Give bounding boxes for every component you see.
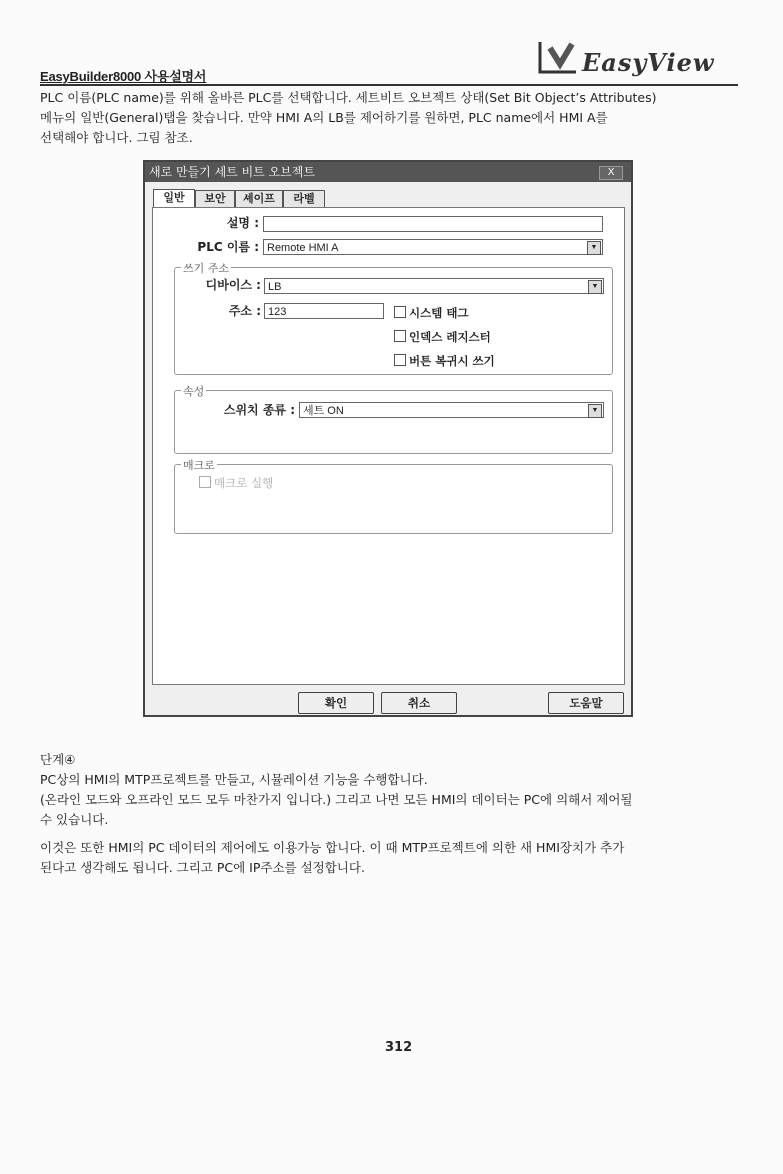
cancel-button[interactable]: 취소 bbox=[381, 692, 457, 714]
intro-paragraph bbox=[40, 88, 740, 148]
tab-general[interactable]: 일반 bbox=[153, 189, 195, 208]
tab-security[interactable]: 보안 bbox=[195, 190, 235, 207]
chevron-down-icon[interactable]: ▼ bbox=[588, 280, 602, 294]
ok-button[interactable]: 확인 bbox=[298, 692, 374, 714]
attribute-group-label: 속성 bbox=[183, 385, 205, 398]
device-value: LB bbox=[268, 281, 282, 293]
write-address-group bbox=[174, 262, 613, 375]
description-label: 설명 : bbox=[226, 216, 259, 230]
checkbox-box[interactable] bbox=[394, 354, 406, 366]
step-line: 수 있습니다. bbox=[40, 812, 109, 827]
logo-mark-icon bbox=[536, 38, 582, 78]
step-section bbox=[40, 750, 633, 830]
run-macro-checkbox[interactable] bbox=[199, 475, 273, 491]
macro-group bbox=[174, 459, 613, 534]
paragraph-line: 된다고 생각해도 됩니다. 그리고 PC에 IP주소를 설정합니다. bbox=[40, 860, 365, 875]
document-title: EasyBuilder8000 사용설명서 bbox=[40, 69, 207, 84]
intro-line: 메뉴의 일반(General)탭을 찾습니다. 만약 HMI A의 LB를 제어하기를 원하면, PLC name에서 HMI A를 bbox=[40, 110, 608, 125]
second-paragraph bbox=[40, 838, 624, 878]
close-button[interactable]: X bbox=[599, 166, 623, 180]
dialog-title: 새로 만들기 세트 비트 오브젝트 bbox=[145, 162, 631, 182]
intro-line: PLC 이름(PLC name)를 위해 올바른 PLC를 선택합니다. 세트비트 오브젝트 상태(Set Bit Object’s Attributes) bbox=[40, 90, 657, 105]
general-tab-panel bbox=[152, 207, 625, 685]
step-line: PC상의 HMI의 MTP프로젝트를 만들고, 시뮬레이션 기능을 수행합니다. bbox=[40, 772, 428, 787]
write-on-restore-checkbox[interactable] bbox=[394, 353, 495, 369]
step-line: (온라인 모드와 오프라인 모드 모두 마찬가지 입니다.) 그리고 나면 모든 HMI의 데이터는 PC에 의해서 제어될 bbox=[40, 792, 633, 807]
intro-line: 선택해야 합니다. 그림 참조. bbox=[40, 130, 193, 145]
device-label: 디바이스 : bbox=[205, 278, 261, 292]
index-register-label: 인덱스 레지스터 bbox=[409, 330, 491, 344]
page-number: 312 bbox=[385, 1040, 413, 1055]
header-rule bbox=[40, 84, 738, 86]
tab-shape[interactable]: 셰이프 bbox=[235, 190, 283, 207]
system-tag-label: 시스템 태그 bbox=[409, 306, 469, 320]
checkbox-box[interactable] bbox=[394, 330, 406, 342]
chevron-down-icon[interactable]: ▼ bbox=[587, 241, 601, 255]
macro-group-label: 매크로 bbox=[183, 459, 215, 472]
step-heading: 단계④ bbox=[40, 752, 76, 767]
tab-label[interactable]: 라벨 bbox=[283, 190, 325, 207]
system-tag-checkbox[interactable] bbox=[394, 305, 469, 321]
checkbox-box[interactable] bbox=[199, 476, 211, 488]
switch-type-value: 세트 ON bbox=[303, 405, 344, 417]
plc-name-label: PLC 이름 : bbox=[197, 240, 259, 254]
plc-name-value: Remote HMI A bbox=[267, 242, 339, 254]
plc-name-select[interactable] bbox=[263, 239, 603, 255]
address-label: 주소 : bbox=[228, 304, 261, 318]
switch-type-label: 스위치 종류 : bbox=[223, 403, 295, 417]
chevron-down-icon[interactable]: ▼ bbox=[588, 404, 602, 418]
paragraph-line: 이것은 또한 HMI의 PC 데이터의 제어에도 이용가능 합니다. 이 때 MTP프로젝트에 의한 새 HMI장치가 추가 bbox=[40, 840, 625, 855]
description-input[interactable] bbox=[263, 216, 603, 232]
write-address-group-label: 쓰기 주소 bbox=[183, 262, 230, 275]
attribute-group bbox=[174, 385, 613, 454]
run-macro-label: 매크로 실행 bbox=[214, 476, 274, 490]
switch-type-select[interactable] bbox=[299, 402, 604, 418]
index-register-checkbox[interactable] bbox=[394, 329, 491, 345]
help-button[interactable]: 도움말 bbox=[548, 692, 624, 714]
write-on-restore-label: 버튼 복귀시 쓰기 bbox=[409, 354, 495, 368]
address-input[interactable]: 123 bbox=[264, 303, 384, 319]
logo-text: EasyView bbox=[582, 48, 715, 77]
set-bit-object-dialog bbox=[143, 160, 633, 717]
checkbox-box[interactable] bbox=[394, 306, 406, 318]
easyview-logo bbox=[536, 36, 726, 80]
device-select[interactable] bbox=[264, 278, 604, 294]
